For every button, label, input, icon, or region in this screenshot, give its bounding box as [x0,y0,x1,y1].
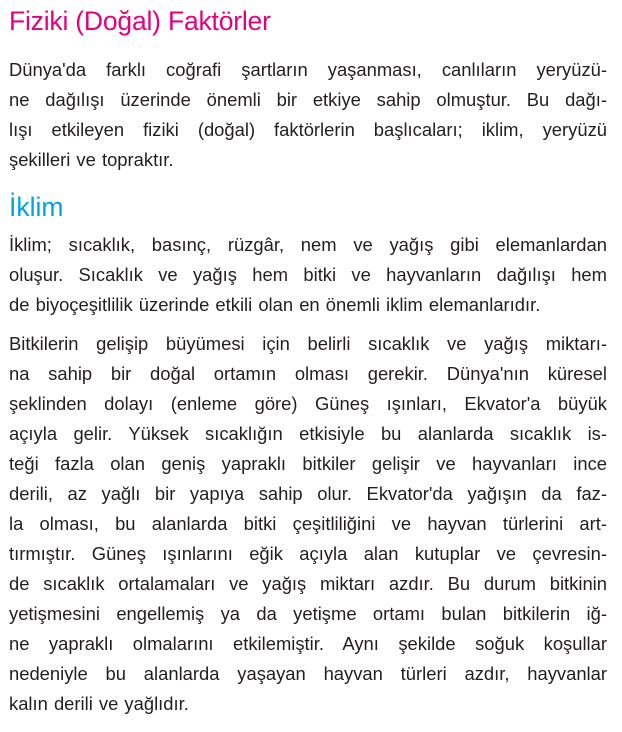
climate-paragraph-1 [9,230,607,320]
paragraph-line: oluşur. Sıcaklık ve yağış hem bitki ve hayvanların dağılışı hem [9,264,607,285]
paragraph-line: na sahip bir doğal ortamın olması gerekir. Dünya'nın küresel [9,363,607,384]
paragraph-line: de biyoçeşitlilik üzerinde etkili olan en önemli iklim elemanlarıdır. [9,294,541,315]
intro-paragraph [9,55,607,175]
paragraph-line: kalın derili ve yağlıdır. [9,693,189,714]
paragraph-line: lışı etkileyen fiziki (doğal) faktörlerin başlıcaları; iklim, yeryüzü [9,119,607,140]
paragraph-line: de sıcaklık ortalamaları ve yağış miktarı azdır. Bu durum bitkinin [9,573,607,594]
climate-paragraph-2 [9,329,607,719]
paragraph-line: İklim; sıcaklık, basınç, rüzgâr, nem ve yağış gibi elemanlardan [9,234,607,255]
paragraph-line: la olması, bu alanlarda bitki çeşitliliğini ve hayvan türlerini art- [9,513,607,534]
section-title: Fiziki (Doğal) Faktörler [9,6,271,36]
paragraph-line: ne dağılışı üzerinde önemli bir etkiye sahip olmuştur. Bu dağı- [9,89,607,110]
paragraph-line: şekilleri ve topraktır. [9,149,174,170]
paragraph-line: nedeniyle bu alanlarda yaşayan hayvan türleri azdır, hayvanlar [9,663,607,684]
paragraph-line: Dünya'da farklı coğrafi şartların yaşanması, canlıların yeryüzü- [9,59,607,80]
paragraph-line: tırmıştır. Güneş ışınlarını eğik açıyla alan kutuplar ve çevresin- [9,543,607,564]
paragraph-line: derili, az yağlı bir yapıya sahip olur. Ekvator'da yağışın da faz- [9,483,607,504]
paragraph-line: açıyla gelir. Yüksek sıcaklığın etkisiyle bu alanlarda sıcaklık is- [9,423,607,444]
paragraph-line: şeklinden dolayı (enleme göre) Güneş ışınları, Ekvator'a büyük [9,393,607,414]
paragraph-line: Bitkilerin gelişip büyümesi için belirli sıcaklık ve yağış miktarı- [9,333,607,354]
paragraph-line: ne yapraklı olmalarını etkilemiştir. Aynı şekilde soğuk koşullar [9,633,607,654]
paragraph-line: teği fazla olan geniş yapraklı bitkiler gelişir ve hayvanları ince [9,453,607,474]
paragraph-line: yetişmesini engellemiş ya da yetişme ortamı bulan bitkilerin iğ- [9,603,607,624]
subsection-heading: İklim [9,192,64,222]
